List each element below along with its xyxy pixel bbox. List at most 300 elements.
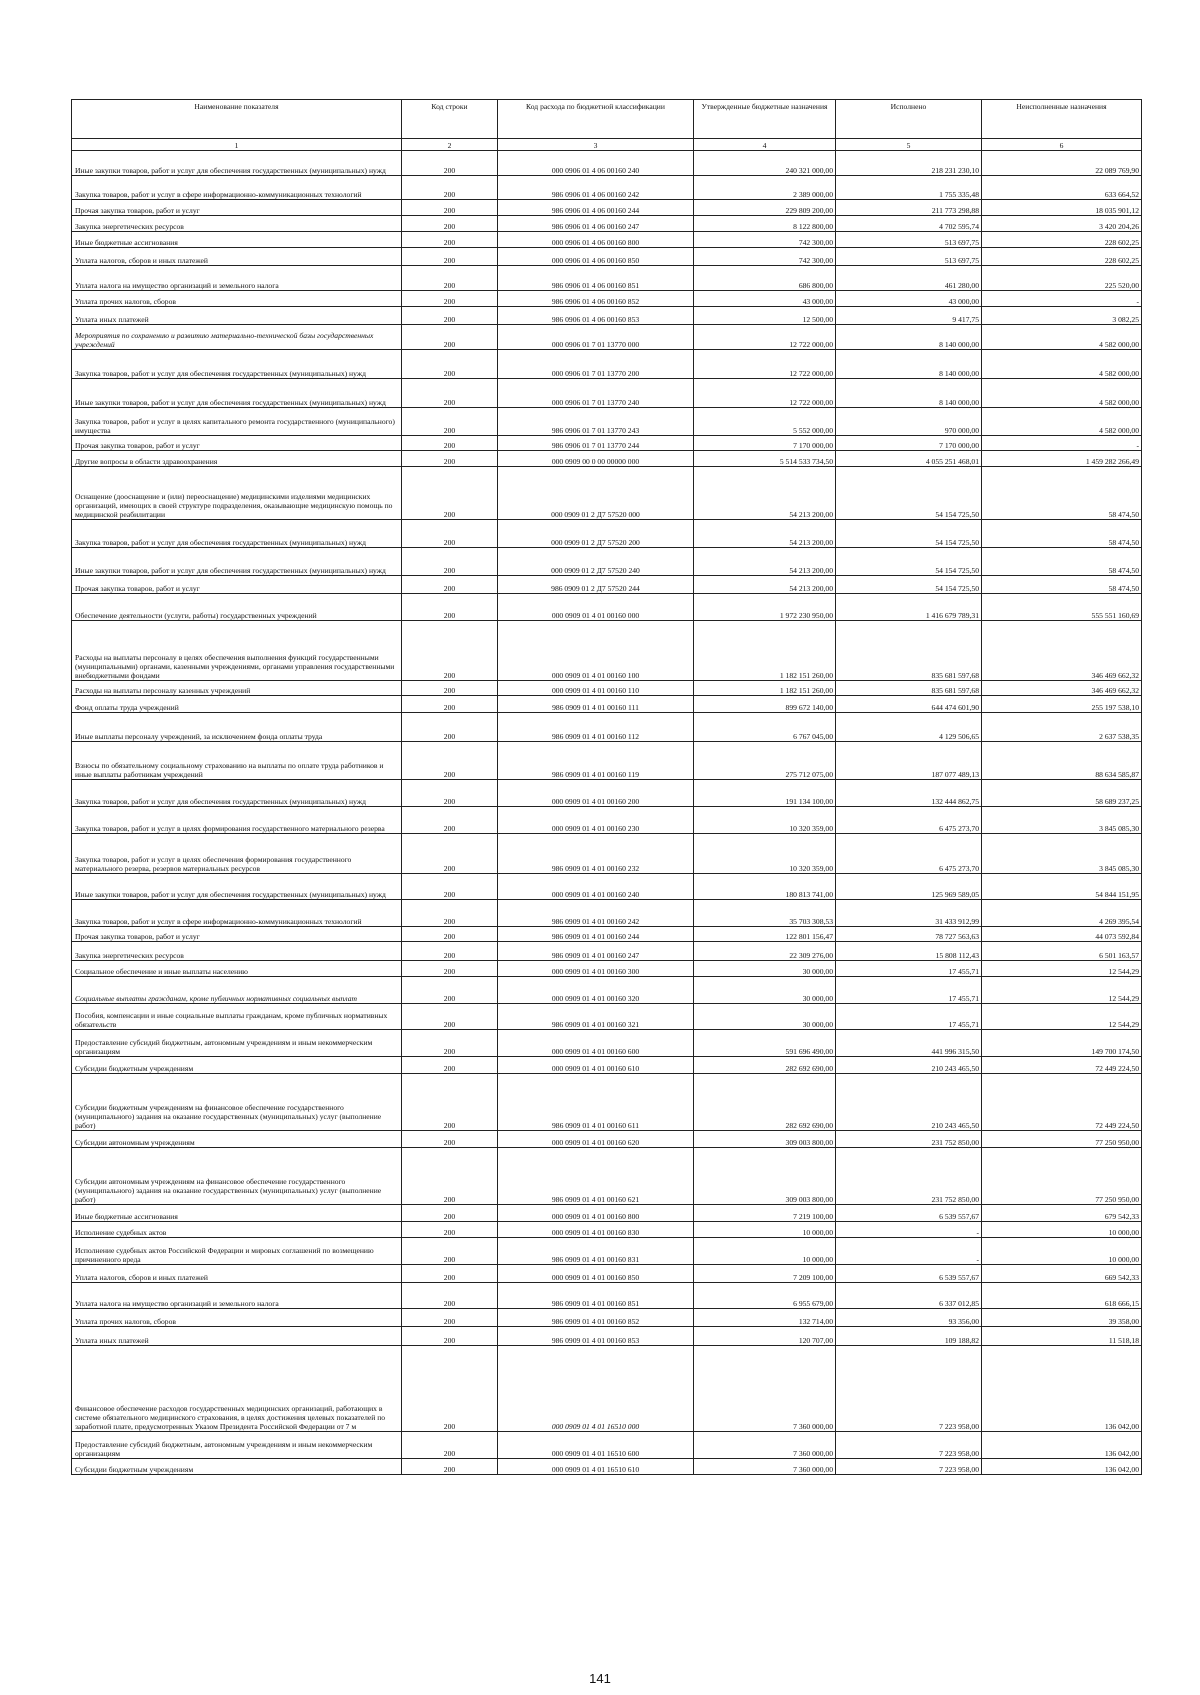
budget-code-cell: 000 0906 01 4 06 00160 850 — [498, 248, 694, 266]
table-row — [72, 1074, 1142, 1131]
table-body — [72, 151, 1142, 1475]
header-budget-code: Код расхода по бюджетной классификации — [498, 100, 694, 139]
approved-amount-cell: 282 692 690,00 — [694, 1057, 836, 1074]
table-row — [72, 151, 1142, 176]
budget-code-cell: 000 0906 01 7 01 13770 240 — [498, 379, 694, 408]
executed-amount-cell: 835 681 597,68 — [836, 681, 982, 696]
indicator-name-cell: Иные бюджетные ассигнования — [72, 1205, 402, 1222]
indicator-name-cell: Пособия, компенсации и иные социальные выплаты гражданам, кроме публичных нормативных обязательств — [72, 1004, 402, 1030]
executed-amount-cell: - — [836, 1222, 982, 1238]
budget-code-cell: 986 0909 01 4 01 00160 112 — [498, 713, 694, 742]
table-row — [72, 548, 1142, 576]
line-code-cell: 200 — [402, 1004, 498, 1030]
table-row — [72, 176, 1142, 200]
indicator-name-cell: Предоставление субсидий бюджетным, автономным учреждениям и иным некоммерческим организациям — [72, 1030, 402, 1057]
unexecuted-amount-cell: 18 035 901,12 — [982, 200, 1142, 216]
table-row — [72, 1238, 1142, 1265]
indicator-name-cell: Уплата налогов, сборов и иных платежей — [72, 248, 402, 266]
line-code-cell: 200 — [402, 200, 498, 216]
line-code-cell: 200 — [402, 232, 498, 248]
executed-amount-cell: 513 697,75 — [836, 248, 982, 266]
executed-amount-cell: 7 223 958,00 — [836, 1459, 982, 1475]
unexecuted-amount-cell: 3 845 085,30 — [982, 807, 1142, 834]
approved-amount-cell: 30 000,00 — [694, 1004, 836, 1030]
line-code-cell: 200 — [402, 576, 498, 594]
table-row — [72, 1459, 1142, 1475]
line-code-cell: 200 — [402, 1074, 498, 1131]
table-row — [72, 1030, 1142, 1057]
indicator-name-cell: Иные выплаты персоналу учреждений, за исключением фонда оплаты труда — [72, 713, 402, 742]
unexecuted-amount-cell: 669 542,33 — [982, 1265, 1142, 1283]
line-code-cell: 200 — [402, 548, 498, 576]
executed-amount-cell: 109 188,82 — [836, 1327, 982, 1346]
budget-code-cell: 986 0909 01 4 01 00160 111 — [498, 696, 694, 713]
table-row — [72, 1205, 1142, 1222]
line-code-cell: 200 — [402, 1346, 498, 1432]
approved-amount-cell: 275 712 075,00 — [694, 742, 836, 780]
unexecuted-amount-cell: 633 664,52 — [982, 176, 1142, 200]
approved-amount-cell: 7 170 000,00 — [694, 436, 836, 451]
table-row — [72, 216, 1142, 232]
budget-code-cell: 986 0906 01 4 06 00160 244 — [498, 200, 694, 216]
budget-code-cell: 000 0909 01 4 01 00160 800 — [498, 1205, 694, 1222]
indicator-name-cell: Закупка товаров, работ и услуг в целях обеспечения формирования государственного материального резерва, резервов материальных ресурсов — [72, 834, 402, 874]
indicator-name-cell: Уплата иных платежей — [72, 307, 402, 325]
approved-amount-cell: 12 722 000,00 — [694, 325, 836, 350]
budget-code-cell: 000 0909 01 2 Д7 57520 200 — [498, 520, 694, 548]
table-row — [72, 780, 1142, 807]
line-code-cell: 200 — [402, 961, 498, 977]
budget-code-cell: 000 0909 01 4 01 00160 000 — [498, 594, 694, 621]
table-row — [72, 1004, 1142, 1030]
indicator-name-cell: Социальные выплаты гражданам, кроме публичных нормативных социальных выплат — [72, 977, 402, 1004]
executed-amount-cell: 54 154 725,50 — [836, 467, 982, 520]
column-number: 1 — [72, 139, 402, 151]
indicator-name-cell: Субсидии бюджетным учреждениям — [72, 1459, 402, 1475]
executed-amount-cell: 6 539 557,67 — [836, 1205, 982, 1222]
line-code-cell: 200 — [402, 807, 498, 834]
executed-amount-cell: 8 140 000,00 — [836, 350, 982, 379]
line-code-cell: 200 — [402, 681, 498, 696]
budget-code-cell: 986 0909 01 4 01 00160 831 — [498, 1238, 694, 1265]
approved-amount-cell: 22 309 276,00 — [694, 942, 836, 961]
unexecuted-amount-cell: 44 073 592,84 — [982, 927, 1142, 942]
approved-amount-cell: 7 360 000,00 — [694, 1459, 836, 1475]
table-row — [72, 977, 1142, 1004]
unexecuted-amount-cell: 12 544,29 — [982, 977, 1142, 1004]
line-code-cell: 200 — [402, 436, 498, 451]
unexecuted-amount-cell: 58 474,50 — [982, 467, 1142, 520]
approved-amount-cell: 10 320 359,00 — [694, 834, 836, 874]
approved-amount-cell: 6 767 045,00 — [694, 713, 836, 742]
budget-code-cell: 986 0909 01 4 01 00160 242 — [498, 900, 694, 927]
table-row — [72, 1432, 1142, 1459]
line-code-cell: 200 — [402, 977, 498, 1004]
executed-amount-cell: 7 223 958,00 — [836, 1346, 982, 1432]
indicator-name-cell: Иные бюджетные ассигнования — [72, 232, 402, 248]
line-code-cell: 200 — [402, 1327, 498, 1346]
approved-amount-cell: 7 360 000,00 — [694, 1432, 836, 1459]
line-code-cell: 200 — [402, 1238, 498, 1265]
unexecuted-amount-cell: 77 250 950,00 — [982, 1131, 1142, 1148]
budget-code-cell: 986 0906 01 4 06 00160 242 — [498, 176, 694, 200]
table-row — [72, 1057, 1142, 1074]
line-code-cell: 200 — [402, 350, 498, 379]
line-code-cell: 200 — [402, 216, 498, 232]
table-row — [72, 467, 1142, 520]
unexecuted-amount-cell: - — [982, 291, 1142, 307]
column-number-row — [72, 139, 1142, 151]
table-row — [72, 1346, 1142, 1432]
executed-amount-cell: 6 475 273,70 — [836, 834, 982, 874]
approved-amount-cell: 742 300,00 — [694, 248, 836, 266]
approved-amount-cell: 1 972 230 950,00 — [694, 594, 836, 621]
indicator-name-cell: Прочая закупка товаров, работ и услуг — [72, 200, 402, 216]
approved-amount-cell: 12 500,00 — [694, 307, 836, 325]
approved-amount-cell: 2 389 000,00 — [694, 176, 836, 200]
line-code-cell: 200 — [402, 266, 498, 291]
indicator-name-cell: Субсидии бюджетным учреждениям на финансовое обеспечение государственного (муниципального) задания на оказание государственных (муниципальных) услуг (выполнение работ) — [72, 1074, 402, 1131]
line-code-cell: 200 — [402, 927, 498, 942]
unexecuted-amount-cell: 10 000,00 — [982, 1222, 1142, 1238]
executed-amount-cell: 4 702 595,74 — [836, 216, 982, 232]
unexecuted-amount-cell: 4 582 000,00 — [982, 350, 1142, 379]
line-code-cell: 200 — [402, 1459, 498, 1475]
column-number: 6 — [982, 139, 1142, 151]
approved-amount-cell: 54 213 200,00 — [694, 467, 836, 520]
budget-code-cell: 000 0909 01 2 Д7 57520 240 — [498, 548, 694, 576]
approved-amount-cell: 282 692 690,00 — [694, 1074, 836, 1131]
executed-amount-cell: 644 474 601,90 — [836, 696, 982, 713]
line-code-cell: 200 — [402, 696, 498, 713]
approved-amount-cell: 742 300,00 — [694, 232, 836, 248]
table-row — [72, 681, 1142, 696]
unexecuted-amount-cell: 58 474,50 — [982, 576, 1142, 594]
budget-code-cell: 000 0909 01 2 Д7 57520 000 — [498, 467, 694, 520]
approved-amount-cell: 180 813 741,00 — [694, 874, 836, 900]
unexecuted-amount-cell: 4 269 395,54 — [982, 900, 1142, 927]
indicator-name-cell: Иные закупки товаров, работ и услуг для обеспечения государственных (муниципальных) нужд — [72, 379, 402, 408]
unexecuted-amount-cell: 346 469 662,32 — [982, 621, 1142, 681]
executed-amount-cell: 132 444 862,75 — [836, 780, 982, 807]
line-code-cell: 200 — [402, 1148, 498, 1205]
budget-code-cell: 000 0909 01 4 01 00160 830 — [498, 1222, 694, 1238]
executed-amount-cell: 17 455,71 — [836, 961, 982, 977]
table-row — [72, 232, 1142, 248]
indicator-name-cell: Прочая закупка товаров, работ и услуг — [72, 576, 402, 594]
approved-amount-cell: 10 320 359,00 — [694, 807, 836, 834]
unexecuted-amount-cell: 12 544,29 — [982, 1004, 1142, 1030]
unexecuted-amount-cell: 39 358,00 — [982, 1309, 1142, 1327]
line-code-cell: 200 — [402, 1205, 498, 1222]
unexecuted-amount-cell: 77 250 950,00 — [982, 1148, 1142, 1205]
budget-code-cell: 986 0909 01 4 01 00160 244 — [498, 927, 694, 942]
indicator-name-cell: Другие вопросы в области здравоохранения — [72, 451, 402, 467]
table-row — [72, 350, 1142, 379]
budget-code-cell: 000 0909 01 4 01 00160 620 — [498, 1131, 694, 1148]
table-row — [72, 1283, 1142, 1309]
table-row — [72, 248, 1142, 266]
approved-amount-cell: 122 801 156,47 — [694, 927, 836, 942]
unexecuted-amount-cell: 58 474,50 — [982, 548, 1142, 576]
indicator-name-cell: Иные закупки товаров, работ и услуг для обеспечения государственных (муниципальных) нужд — [72, 548, 402, 576]
line-code-cell: 200 — [402, 379, 498, 408]
column-number: 4 — [694, 139, 836, 151]
indicator-name-cell: Закупка энергетических ресурсов — [72, 942, 402, 961]
unexecuted-amount-cell: 228 602,25 — [982, 248, 1142, 266]
unexecuted-amount-cell: 3 845 085,30 — [982, 834, 1142, 874]
unexecuted-amount-cell: 149 700 174,50 — [982, 1030, 1142, 1057]
indicator-name-cell: Иные закупки товаров, работ и услуг для обеспечения государственных (муниципальных) нужд — [72, 874, 402, 900]
unexecuted-amount-cell: 555 551 160,69 — [982, 594, 1142, 621]
budget-code-cell: 000 0909 01 4 01 00160 300 — [498, 961, 694, 977]
column-number: 5 — [836, 139, 982, 151]
table-row — [72, 594, 1142, 621]
budget-code-cell: 000 0909 01 4 01 00160 600 — [498, 1030, 694, 1057]
line-code-cell: 200 — [402, 1283, 498, 1309]
unexecuted-amount-cell: 58 689 237,25 — [982, 780, 1142, 807]
unexecuted-amount-cell: 4 582 000,00 — [982, 325, 1142, 350]
unexecuted-amount-cell: 4 582 000,00 — [982, 408, 1142, 436]
indicator-name-cell: Мероприятия по сохранению и развитию материально-технической базы государственных учреждений — [72, 325, 402, 350]
budget-code-cell: 000 0909 01 4 01 16510 610 — [498, 1459, 694, 1475]
executed-amount-cell: 1 416 679 789,31 — [836, 594, 982, 621]
executed-amount-cell: 9 417,75 — [836, 307, 982, 325]
executed-amount-cell: 17 455,71 — [836, 1004, 982, 1030]
indicator-name-cell: Закупка товаров, работ и услуг для обеспечения государственных (муниципальных) нужд — [72, 520, 402, 548]
line-code-cell: 200 — [402, 520, 498, 548]
line-code-cell: 200 — [402, 451, 498, 467]
unexecuted-amount-cell: 679 542,33 — [982, 1205, 1142, 1222]
indicator-name-cell: Уплата налога на имущество организаций и земельного налога — [72, 266, 402, 291]
approved-amount-cell: 6 955 679,00 — [694, 1283, 836, 1309]
budget-code-cell: 000 0909 01 4 01 00160 850 — [498, 1265, 694, 1283]
line-code-cell: 200 — [402, 1057, 498, 1074]
budget-code-cell: 000 0909 01 4 01 00160 320 — [498, 977, 694, 1004]
unexecuted-amount-cell: 72 449 224,50 — [982, 1057, 1142, 1074]
table-row — [72, 696, 1142, 713]
indicator-name-cell: Закупка товаров, работ и услуг в целях капитального ремонта государственного (муниципального) имущества — [72, 408, 402, 436]
budget-code-cell: 000 0909 01 4 01 00160 240 — [498, 874, 694, 900]
page-number: 141 — [589, 1671, 611, 1686]
table-row — [72, 576, 1142, 594]
line-code-cell: 200 — [402, 307, 498, 325]
table-row — [72, 325, 1142, 350]
budget-code-cell: 986 0909 01 4 01 00160 247 — [498, 942, 694, 961]
approved-amount-cell: 309 003 800,00 — [694, 1148, 836, 1205]
header-executed: Исполнено — [836, 100, 982, 139]
budget-code-cell: 000 0909 01 4 01 16510 600 — [498, 1432, 694, 1459]
header-line-code: Код строки — [402, 100, 498, 139]
unexecuted-amount-cell: 1 459 282 266,49 — [982, 451, 1142, 467]
table-row — [72, 520, 1142, 548]
executed-amount-cell: 6 337 012,85 — [836, 1283, 982, 1309]
line-code-cell: 200 — [402, 291, 498, 307]
approved-amount-cell: 54 213 200,00 — [694, 576, 836, 594]
approved-amount-cell: 7 360 000,00 — [694, 1346, 836, 1432]
budget-code-cell: 000 0909 01 4 01 00160 200 — [498, 780, 694, 807]
budget-code-cell: 986 0909 01 2 Д7 57520 244 — [498, 576, 694, 594]
approved-amount-cell: 35 703 308,53 — [694, 900, 836, 927]
executed-amount-cell: 17 455,71 — [836, 977, 982, 1004]
table-row — [72, 742, 1142, 780]
approved-amount-cell: 30 000,00 — [694, 961, 836, 977]
executed-amount-cell: 125 969 589,05 — [836, 874, 982, 900]
unexecuted-amount-cell: 136 042,00 — [982, 1432, 1142, 1459]
approved-amount-cell: 30 000,00 — [694, 977, 836, 1004]
line-code-cell: 200 — [402, 621, 498, 681]
executed-amount-cell: 210 243 465,50 — [836, 1074, 982, 1131]
approved-amount-cell: 309 003 800,00 — [694, 1131, 836, 1148]
executed-amount-cell: 6 539 557,67 — [836, 1265, 982, 1283]
approved-amount-cell: 5 514 533 734,50 — [694, 451, 836, 467]
executed-amount-cell: 54 154 725,50 — [836, 576, 982, 594]
indicator-name-cell: Предоставление субсидий бюджетным, автономным учреждениям и иным некоммерческим организациям — [72, 1432, 402, 1459]
executed-amount-cell: 231 752 850,00 — [836, 1131, 982, 1148]
approved-amount-cell: 1 182 151 260,00 — [694, 621, 836, 681]
table-row — [72, 807, 1142, 834]
indicator-name-cell: Уплата налогов, сборов и иных платежей — [72, 1265, 402, 1283]
executed-amount-cell: 31 433 912,99 — [836, 900, 982, 927]
executed-amount-cell: 187 077 489,13 — [836, 742, 982, 780]
line-code-cell: 200 — [402, 176, 498, 200]
line-code-cell: 200 — [402, 713, 498, 742]
budget-code-cell: 986 0909 01 4 01 00160 851 — [498, 1283, 694, 1309]
budget-code-cell: 986 0909 01 4 01 00160 852 — [498, 1309, 694, 1327]
indicator-name-cell: Расходы на выплаты персоналу казенных учреждений — [72, 681, 402, 696]
budget-code-cell: 000 0906 01 7 01 13770 200 — [498, 350, 694, 379]
approved-amount-cell: 54 213 200,00 — [694, 548, 836, 576]
approved-amount-cell: 54 213 200,00 — [694, 520, 836, 548]
approved-amount-cell: 591 696 490,00 — [694, 1030, 836, 1057]
table-row — [72, 621, 1142, 681]
unexecuted-amount-cell: 10 000,00 — [982, 1238, 1142, 1265]
executed-amount-cell: 54 154 725,50 — [836, 548, 982, 576]
executed-amount-cell: 218 231 230,10 — [836, 151, 982, 176]
executed-amount-cell: 211 773 298,88 — [836, 200, 982, 216]
executed-amount-cell: 513 697,75 — [836, 232, 982, 248]
indicator-name-cell: Уплата налога на имущество организаций и земельного налога — [72, 1283, 402, 1309]
unexecuted-amount-cell: 88 634 585,87 — [982, 742, 1142, 780]
approved-amount-cell: 240 321 000,00 — [694, 151, 836, 176]
line-code-cell: 200 — [402, 594, 498, 621]
line-code-cell: 200 — [402, 408, 498, 436]
executed-amount-cell: 8 140 000,00 — [836, 325, 982, 350]
approved-amount-cell: 10 000,00 — [694, 1238, 836, 1265]
table-row — [72, 451, 1142, 467]
line-code-cell: 200 — [402, 1030, 498, 1057]
table-row — [72, 834, 1142, 874]
budget-execution-report — [71, 99, 1141, 1475]
executed-amount-cell: 6 475 273,70 — [836, 807, 982, 834]
approved-amount-cell: 1 182 151 260,00 — [694, 681, 836, 696]
table-row — [72, 961, 1142, 977]
approved-amount-cell: 12 722 000,00 — [694, 379, 836, 408]
indicator-name-cell: Расходы на выплаты персоналу в целях обеспечения выполнения функций государственными (муниципальными) органами, казенными учреждениями, органами управления государственными внебюджетными фондами — [72, 621, 402, 681]
budget-code-cell: 000 0909 01 4 01 00160 230 — [498, 807, 694, 834]
table-header-row — [72, 100, 1142, 139]
table-row — [72, 713, 1142, 742]
column-number: 3 — [498, 139, 694, 151]
indicator-name-cell: Оснащение (дооснащение и (или) переоснащение) медицинскими изделиями медицинских организаций, имеющих в своей структуре подразделения, оказывающие медицинскую помощь по медицинской реабилитации — [72, 467, 402, 520]
indicator-name-cell: Исполнение судебных актов — [72, 1222, 402, 1238]
budget-code-cell: 000 0906 01 7 01 13770 000 — [498, 325, 694, 350]
indicator-name-cell: Уплата иных платежей — [72, 1327, 402, 1346]
unexecuted-amount-cell: - — [982, 436, 1142, 451]
indicator-name-cell: Закупка товаров, работ и услуг для обеспечения государственных (муниципальных) нужд — [72, 350, 402, 379]
report-table — [71, 99, 1142, 1475]
line-code-cell: 200 — [402, 874, 498, 900]
budget-code-cell: 000 0909 01 4 01 00160 110 — [498, 681, 694, 696]
indicator-name-cell: Социальное обеспечение и иные выплаты населению — [72, 961, 402, 977]
line-code-cell: 200 — [402, 1131, 498, 1148]
line-code-cell: 200 — [402, 742, 498, 780]
indicator-name-cell: Закупка товаров, работ и услуг в целях формирования государственного материального резерва — [72, 807, 402, 834]
approved-amount-cell: 7 209 100,00 — [694, 1265, 836, 1283]
budget-code-cell: 000 0909 00 0 00 00000 000 — [498, 451, 694, 467]
line-code-cell: 200 — [402, 1265, 498, 1283]
budget-code-cell: 000 0906 01 4 06 00160 800 — [498, 232, 694, 248]
column-number: 2 — [402, 139, 498, 151]
unexecuted-amount-cell: 618 666,15 — [982, 1283, 1142, 1309]
executed-amount-cell: 15 808 112,43 — [836, 942, 982, 961]
line-code-cell: 200 — [402, 467, 498, 520]
executed-amount-cell: 93 356,00 — [836, 1309, 982, 1327]
indicator-name-cell: Иные закупки товаров, работ и услуг для обеспечения государственных (муниципальных) нужд — [72, 151, 402, 176]
budget-code-cell: 986 0906 01 4 06 00160 851 — [498, 266, 694, 291]
executed-amount-cell: 441 996 315,50 — [836, 1030, 982, 1057]
approved-amount-cell: 686 800,00 — [694, 266, 836, 291]
line-code-cell: 200 — [402, 151, 498, 176]
table-row — [72, 1309, 1142, 1327]
indicator-name-cell: Уплата прочих налогов, сборов — [72, 1309, 402, 1327]
indicator-name-cell: Закупка товаров, работ и услуг в сфере информационно-коммуникационных технологий — [72, 176, 402, 200]
line-code-cell: 200 — [402, 325, 498, 350]
budget-code-cell: 986 0906 01 7 01 13770 243 — [498, 408, 694, 436]
unexecuted-amount-cell: 225 520,00 — [982, 266, 1142, 291]
executed-amount-cell: 43 000,00 — [836, 291, 982, 307]
indicator-name-cell: Субсидии автономным учреждениям — [72, 1131, 402, 1148]
executed-amount-cell: 210 243 465,50 — [836, 1057, 982, 1074]
indicator-name-cell: Фонд оплаты труда учреждений — [72, 696, 402, 713]
unexecuted-amount-cell: 11 518,18 — [982, 1327, 1142, 1346]
executed-amount-cell: 7 170 000,00 — [836, 436, 982, 451]
line-code-cell: 200 — [402, 780, 498, 807]
executed-amount-cell: 1 755 335,48 — [836, 176, 982, 200]
indicator-name-cell: Взносы по обязательному социальному страхованию на выплаты по оплате труда работников и иные выплаты работникам учреждений — [72, 742, 402, 780]
table-row — [72, 1148, 1142, 1205]
line-code-cell: 200 — [402, 1222, 498, 1238]
indicator-name-cell: Прочая закупка товаров, работ и услуг — [72, 927, 402, 942]
line-code-cell: 200 — [402, 1432, 498, 1459]
executed-amount-cell: 7 223 958,00 — [836, 1432, 982, 1459]
approved-amount-cell: 229 809 200,00 — [694, 200, 836, 216]
budget-code-cell: 986 0906 01 7 01 13770 244 — [498, 436, 694, 451]
unexecuted-amount-cell: 346 469 662,32 — [982, 681, 1142, 696]
table-row — [72, 379, 1142, 408]
indicator-name-cell: Закупка товаров, работ и услуг для обеспечения государственных (муниципальных) нужд — [72, 780, 402, 807]
budget-code-cell: 986 0906 01 4 06 00160 852 — [498, 291, 694, 307]
budget-code-cell: 986 0909 01 4 01 00160 611 — [498, 1074, 694, 1131]
budget-code-cell: 986 0909 01 4 01 00160 321 — [498, 1004, 694, 1030]
indicator-name-cell: Финансовое обеспечение расходов государственных медицинских организаций, работающих в системе обязательного медицинского страхования, в целях достижения целевых показателей по заработной плате, предусмотренных Указом Президента Российской Федерации от 7 м — [72, 1346, 402, 1432]
indicator-name-cell: Субсидии бюджетным учреждениям — [72, 1057, 402, 1074]
header-unexecuted: Неисполненные назначения — [982, 100, 1142, 139]
executed-amount-cell: - — [836, 1238, 982, 1265]
line-code-cell: 200 — [402, 942, 498, 961]
budget-code-cell: 986 0909 01 4 01 00160 853 — [498, 1327, 694, 1346]
unexecuted-amount-cell: 3 082,25 — [982, 307, 1142, 325]
